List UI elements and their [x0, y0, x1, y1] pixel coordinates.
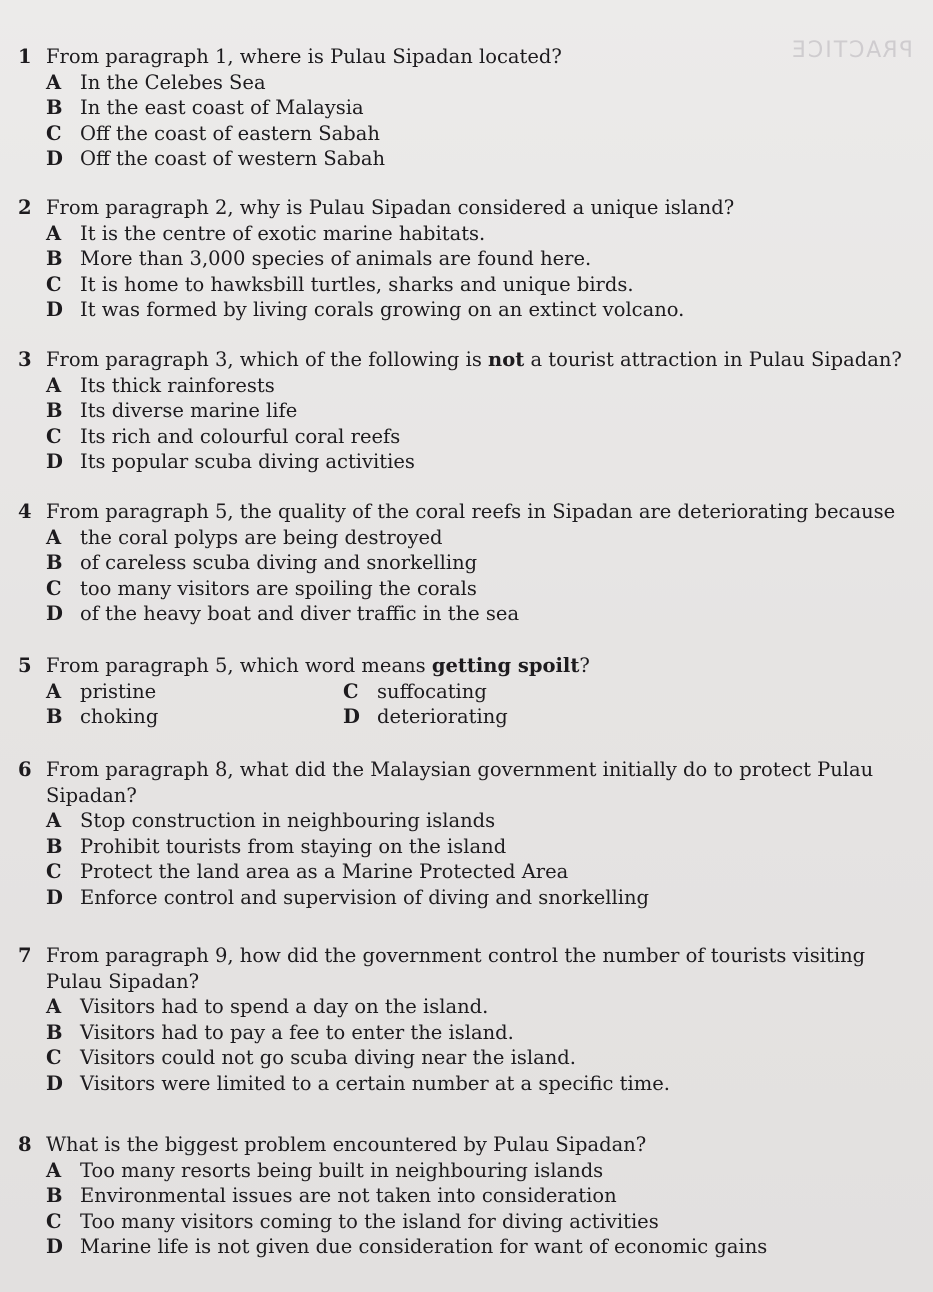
option-b[interactable]: [46, 704, 343, 730]
option-letter: C: [46, 1046, 62, 1070]
option-text: Too many resorts being built in neighbouring islands: [80, 1158, 604, 1182]
option-text: Its popular scuba diving activities: [80, 450, 415, 474]
question-stem: [18, 1132, 923, 1158]
option-letter: A: [46, 221, 62, 245]
option-text: Too many visitors coming to the island for diving activities: [80, 1209, 659, 1233]
option-text: Visitors could not go scuba diving near the island.: [80, 1046, 576, 1070]
question-3: [18, 347, 923, 475]
question-text: From paragraph 1, where is Pulau Sipadan located?: [46, 45, 562, 68]
options-list: [46, 994, 923, 1096]
option-text: choking: [80, 705, 159, 729]
option-letter: D: [46, 298, 63, 322]
question-4: [18, 499, 923, 627]
question-stem: [18, 195, 923, 221]
option-text: More than 3,000 species of animals are found here.: [80, 247, 592, 271]
option-text: Environmental issues are not taken into consideration: [80, 1184, 617, 1208]
option-text: of careless scuba diving and snorkelling: [80, 551, 478, 575]
option-a[interactable]: [46, 994, 923, 1020]
option-text: Its rich and colourful coral reefs: [80, 424, 401, 448]
option-letter: D: [46, 885, 63, 909]
option-b[interactable]: [46, 1183, 923, 1209]
option-c[interactable]: [46, 272, 923, 298]
option-text: too many visitors are spoiling the corals: [80, 576, 477, 600]
option-text: It is the centre of exotic marine habitats.: [80, 221, 486, 245]
option-a[interactable]: [46, 525, 923, 551]
options-list: [46, 373, 923, 475]
question-stem: [18, 653, 923, 679]
option-d[interactable]: [46, 885, 923, 911]
option-a[interactable]: [46, 808, 923, 834]
option-text: Marine life is not given due consideration for want of economic gains: [80, 1235, 768, 1259]
option-b[interactable]: [46, 246, 923, 272]
question-text: From paragraph 9, how did the government control the number of tourists visiting Pulau Sipadan?: [46, 944, 866, 993]
option-letter: D: [46, 602, 63, 626]
option-a[interactable]: [46, 221, 923, 247]
option-letter: B: [46, 96, 63, 120]
emphasis-word: getting spoilt: [431, 654, 580, 677]
option-letter: D: [343, 705, 360, 729]
options-list: [46, 1158, 923, 1260]
option-letter: C: [343, 679, 359, 703]
emphasis-word: not: [488, 348, 525, 371]
question-number: 2: [18, 196, 32, 219]
option-letter: A: [46, 70, 62, 94]
options-list: [46, 70, 923, 172]
question-text: From paragraph 2, why is Pulau Sipadan considered a unique island?: [46, 196, 735, 219]
option-b[interactable]: [46, 834, 923, 860]
option-letter: D: [46, 1071, 63, 1095]
question-text: What is the biggest problem encountered by Pulau Sipadan?: [46, 1133, 647, 1156]
question-number: 1: [18, 45, 32, 68]
option-text: Its diverse marine life: [80, 399, 298, 423]
option-letter: B: [46, 247, 63, 271]
option-b[interactable]: [46, 1020, 923, 1046]
option-d[interactable]: [46, 297, 923, 323]
option-letter: A: [46, 995, 62, 1019]
question-5: [18, 653, 923, 730]
option-text: Stop construction in neighbouring islands: [80, 809, 496, 833]
question-1: [18, 44, 923, 172]
question-number: 4: [18, 500, 32, 523]
option-b[interactable]: [46, 398, 923, 424]
option-letter: C: [46, 576, 62, 600]
option-text: Enforce control and supervision of diving and snorkelling: [80, 885, 650, 909]
option-a[interactable]: [46, 70, 923, 96]
question-stem: [18, 757, 923, 808]
option-letter: D: [46, 1235, 63, 1259]
option-d[interactable]: [46, 1071, 923, 1097]
option-c[interactable]: [46, 121, 923, 147]
option-text: It is home to hawksbill turtles, sharks and unique birds.: [80, 272, 634, 296]
option-text: Off the coast of western Sabah: [80, 147, 386, 171]
option-text: Visitors were limited to a certain number at a specific time.: [80, 1071, 670, 1095]
option-letter: A: [46, 679, 62, 703]
option-d[interactable]: [46, 1234, 923, 1260]
question-number: 8: [18, 1133, 32, 1156]
option-letter: B: [46, 705, 63, 729]
option-c[interactable]: [46, 1209, 923, 1235]
question-text: From paragraph 3, which of the following is not a tourist attraction in Pulau Sipadan?: [46, 348, 902, 371]
option-letter: B: [46, 399, 63, 423]
option-text: Off the coast of eastern Sabah: [80, 121, 380, 145]
options-list: [46, 221, 923, 323]
options-grid: [46, 679, 923, 730]
question-8: [18, 1132, 923, 1260]
option-letter: D: [46, 450, 63, 474]
option-c[interactable]: [46, 424, 923, 450]
question-6: [18, 757, 923, 911]
option-letter: B: [46, 1020, 63, 1044]
option-letter: C: [46, 1209, 62, 1233]
option-text: Visitors had to spend a day on the island.: [80, 995, 489, 1019]
question-stem: [18, 943, 923, 994]
options-list: [46, 808, 923, 910]
option-letter: C: [46, 121, 62, 145]
question-2: [18, 195, 923, 323]
option-c[interactable]: [46, 859, 923, 885]
option-text: the coral polyps are being destroyed: [80, 525, 443, 549]
question-text: From paragraph 5, the quality of the coral reefs in Sipadan are deteriorating because: [46, 500, 896, 523]
option-letter: B: [46, 1184, 63, 1208]
option-a[interactable]: [46, 679, 343, 705]
question-text: From paragraph 8, what did the Malaysian government initially do to protect Pulau Sipadan?: [46, 758, 874, 807]
option-letter: A: [46, 373, 62, 397]
question-stem: [18, 347, 923, 373]
option-text: Its thick rainforests: [80, 373, 275, 397]
option-letter: A: [46, 1158, 62, 1182]
question-text: From paragraph 5, which word means getting spoilt?: [46, 654, 590, 677]
option-letter: A: [46, 809, 62, 833]
option-text: Visitors had to pay a fee to enter the island.: [80, 1020, 514, 1044]
option-letter: D: [46, 147, 63, 171]
option-b[interactable]: [46, 550, 923, 576]
question-number: 6: [18, 758, 32, 781]
option-letter: C: [46, 424, 62, 448]
option-letter: A: [46, 525, 62, 549]
option-d[interactable]: [343, 704, 643, 730]
question-number: 5: [18, 654, 32, 677]
option-text: In the Celebes Sea: [80, 70, 266, 94]
option-text: Protect the land area as a Marine Protected Area: [80, 860, 569, 884]
options-list: [46, 525, 923, 627]
option-a[interactable]: [46, 373, 923, 399]
option-letter: C: [46, 860, 62, 884]
option-letter: B: [46, 551, 63, 575]
option-letter: B: [46, 834, 63, 858]
option-text: deteriorating: [377, 705, 508, 729]
option-c[interactable]: [343, 679, 643, 705]
option-text: Prohibit tourists from staying on the island: [80, 834, 507, 858]
option-text: pristine: [80, 679, 157, 703]
option-a[interactable]: [46, 1158, 923, 1184]
question-7: [18, 943, 923, 1097]
option-b[interactable]: [46, 95, 923, 121]
option-d[interactable]: [46, 146, 923, 172]
option-c[interactable]: [46, 1045, 923, 1071]
question-number: 3: [18, 348, 32, 371]
option-text: suffocating: [377, 679, 487, 703]
bleed-through-heading: PRACTICE: [790, 38, 913, 63]
option-text: In the east coast of Malaysia: [80, 96, 364, 120]
option-d[interactable]: [46, 601, 923, 627]
option-text: of the heavy boat and diver traffic in the sea: [80, 602, 520, 626]
option-c[interactable]: [46, 576, 923, 602]
option-letter: C: [46, 272, 62, 296]
question-stem: [18, 44, 923, 70]
option-d[interactable]: [46, 449, 923, 475]
question-stem: [18, 499, 923, 525]
question-number: 7: [18, 944, 32, 967]
option-text: It was formed by living corals growing on an extinct volcano.: [80, 298, 685, 322]
